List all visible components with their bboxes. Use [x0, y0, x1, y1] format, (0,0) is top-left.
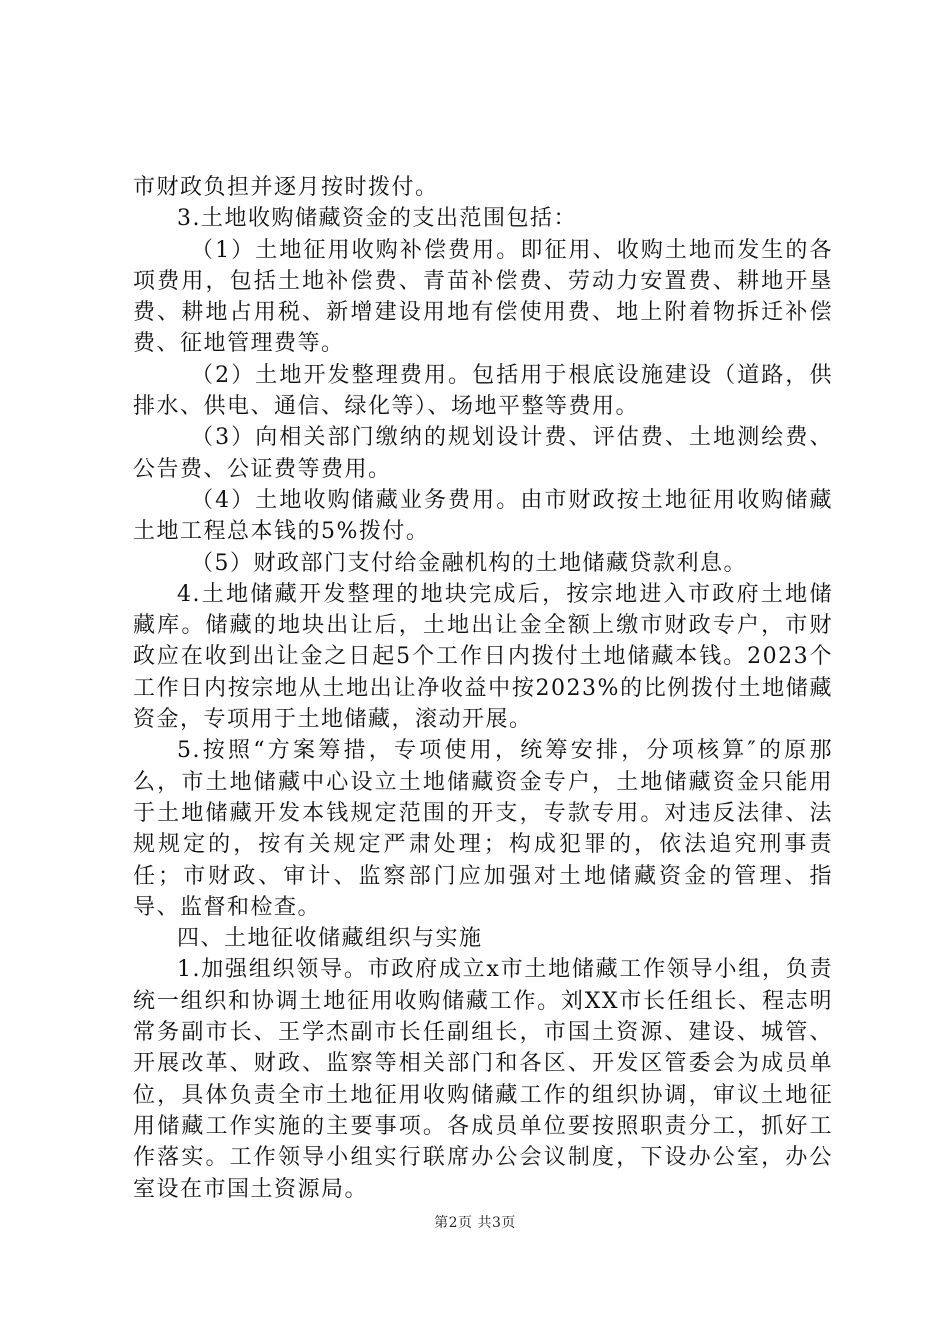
paragraph-subitem-1: （1）土地征用收购补偿费用。即征用、收购土地而发生的各项费用，包括土地补偿费、青苗补偿费、劳动力安置费、耕地开垦费、耕地占用税、新增建设用地有偿使用费、地上附着物拆迁补偿费、征地管理费等。 — [133, 237, 833, 357]
paragraph-subitem-4: （4）土地收购储藏业务费用。由市财政按土地征用收购储藏土地工程总本钱的5%拨付。 — [133, 487, 833, 545]
document-body — [133, 172, 833, 1205]
page-footer — [0, 1213, 950, 1233]
section-heading: 四、土地征收储藏组织与实施 — [177, 926, 483, 952]
page-number-label: 第2页 共3页 — [434, 1215, 516, 1231]
paragraph-subitem-5: （5）财政部门支付给金融机构的土地储藏贷款利息。 — [191, 550, 747, 576]
paragraph-subitem-3: （3）向相关部门缴纳的规划设计费、评估费、土地测绘费、公告费、公证费等费用。 — [133, 425, 833, 482]
paragraph-item-3: 3.土地收购储藏资金的支出范围包括： — [177, 206, 577, 232]
paragraph-subitem-2: （2）土地开发整理费用。包括用于根底设施建设（道路，供排水、供电、通信、绿化等）、场地平整等费用。 — [133, 362, 833, 420]
paragraph-section4-item-1: 1.加强组织领导。市政府成立x市土地储藏工作领导小组，负责统一组织和协调土地征用收购储藏工作。刘XX市长任组长、程志明常务副市长、王学杰副市长任副组长，市国土资源、建设、城管、开展改革、财政、监察等相关部门和各区、开发区管委会为成员单位，具体负责全市土地征用收购储藏工作的组织协调，审议土地征用储藏工作实施的主要事项。各成员单位要按照职责分工，抓好工作落实。工作领导小组实行联席办公会议制度，下设办公室，办公室设在市国土资源局。 — [133, 957, 833, 1202]
paragraph-item-4: 4.土地储藏开发整理的地块完成后，按宗地进入市政府土地储藏库。储藏的地块出让后，土地出让金全额上缴市财政专户，市财政应在收到出让金之日起5个工作日内拨付土地储藏本钱。2023个工作日内按宗地从土地出让净收益中按2023%的比例拨付土地储藏资金，专项用于土地储藏，滚动开展。 — [133, 581, 833, 733]
paragraph-item-5: 5.按照“方案筹措，专项使用，统筹安排，分项核算″的原那么，市土地储藏中心设立土地储藏资金专户，土地储藏资金只能用于土地储藏开发本钱规定范围的开支，专款专用。对违反法律、法规规定的，按有关规定严肃处理；构成犯罪的，依法追究刑事责任；市财政、审计、监察部门应加强对土地储藏资金的管理、指导、监督和检查。 — [133, 738, 833, 920]
paragraph-continuation: 市财政负担并逐月按时拨付。 — [133, 175, 439, 200]
